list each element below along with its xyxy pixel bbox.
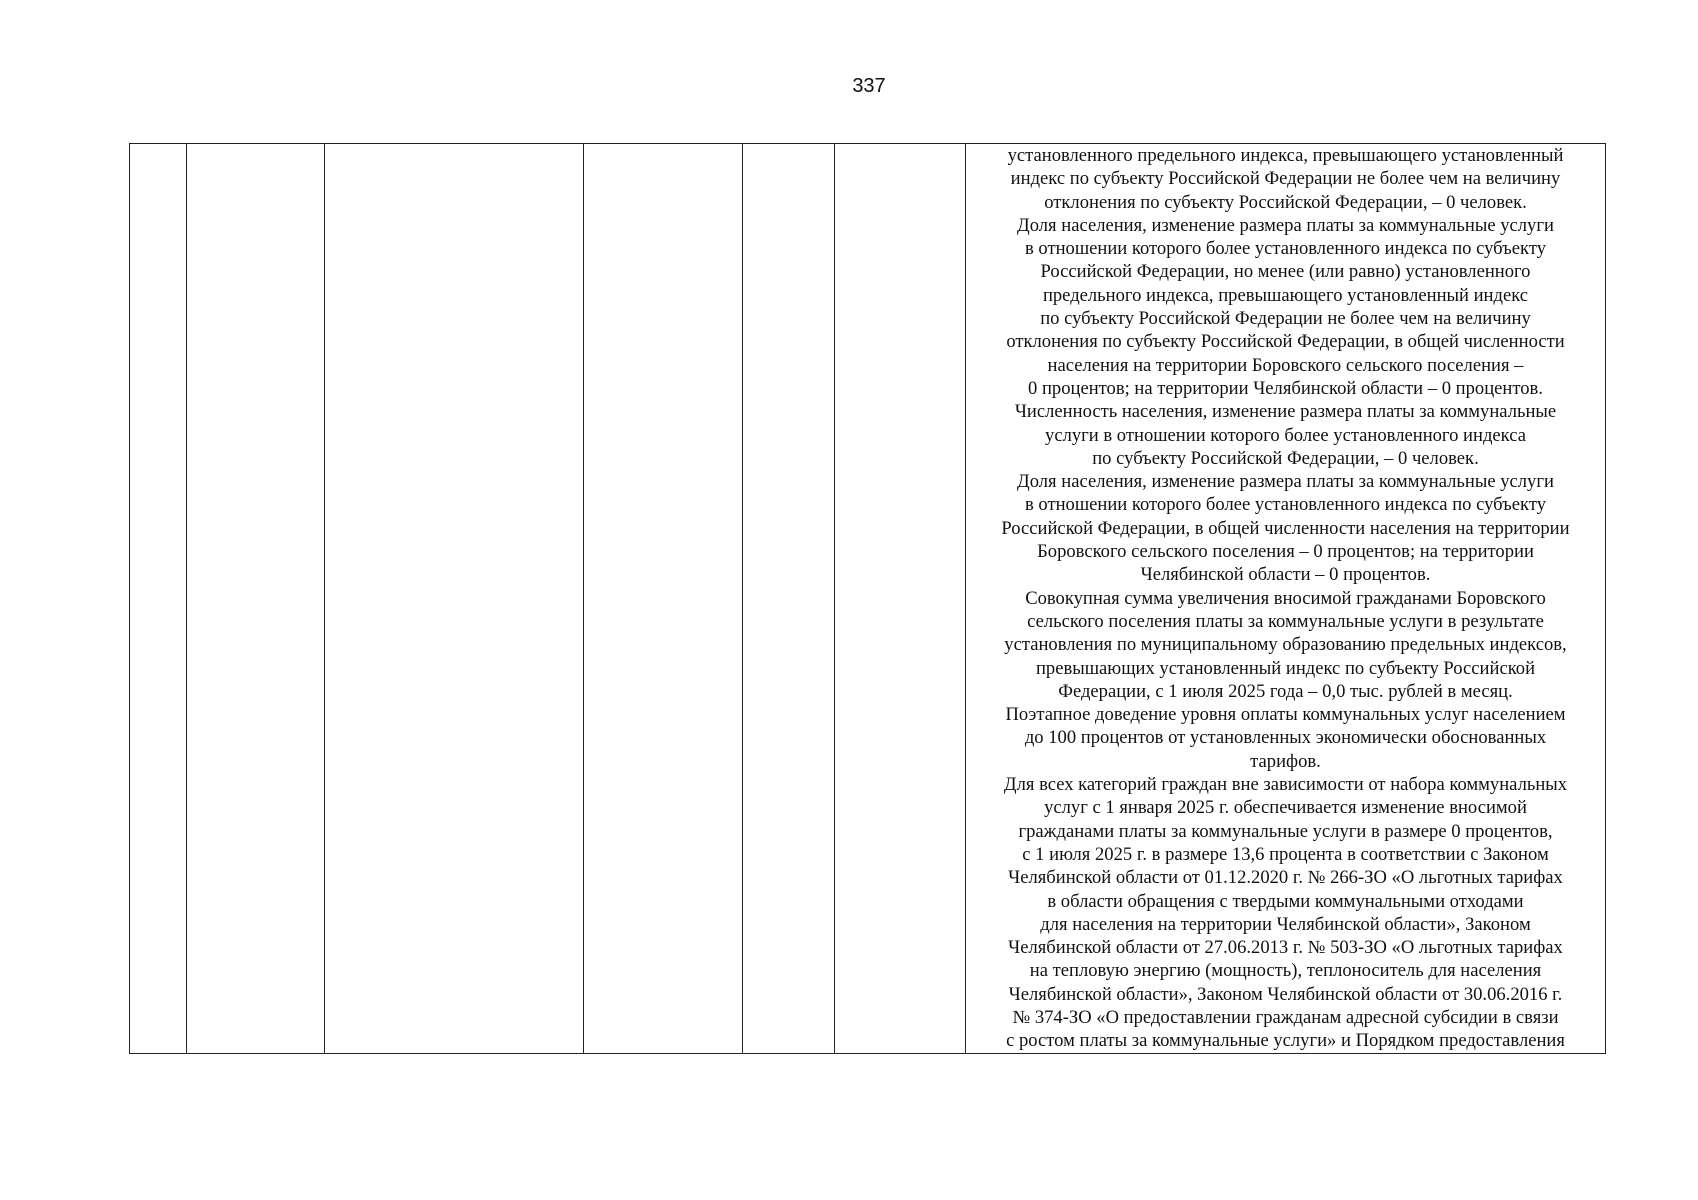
text-line: предельного индекса, превышающего установленный индекс xyxy=(1042,284,1529,306)
text-line: в области обращения с твердыми коммунальными отходами xyxy=(1047,890,1524,912)
text-line: до 100 процентов от установленных экономически обоснованных xyxy=(1024,727,1547,749)
text-line: Челябинской области от 01.12.2020 г. № 266-ЗО «О льготных тарифах xyxy=(1008,867,1563,889)
table-cell-col-3 xyxy=(325,144,584,1054)
text-line: Численность населения, изменение размера платы за коммунальные xyxy=(1014,401,1557,423)
text-line: Совокупная сумма увеличения вносимой гражданами Боровского xyxy=(1025,587,1546,609)
text-line: № 374-ЗО «О предоставлении гражданам адресной субсидии в связи xyxy=(1012,1006,1559,1028)
data-table xyxy=(129,143,1606,1054)
text-line: Доля населения, изменение размера платы за коммунальные услуги xyxy=(1017,471,1554,493)
text-line: Поэтапное доведение уровня оплаты коммунальных услуг населением xyxy=(1005,704,1566,726)
text-line: Доля населения, изменение размера платы за коммунальные услуги xyxy=(1017,214,1554,236)
table-row xyxy=(130,144,1606,1054)
text-line: тарифов. xyxy=(1250,750,1321,772)
text-line: Федерации, с 1 июля 2025 года – 0,0 тыс. рублей в месяц. xyxy=(1058,680,1513,702)
text-line: Боровского сельского поселения – 0 процентов; на территории xyxy=(1037,541,1534,563)
text-line: с 1 июля 2025 г. в размере 13,6 процента в соответствии с Законом xyxy=(1022,843,1549,865)
text-line: услуги в отношении которого более установленного индекса xyxy=(1045,424,1526,446)
table-cell-col-6 xyxy=(835,144,966,1054)
text-line: Челябинской области – 0 процентов. xyxy=(1140,564,1431,586)
text-line: по субъекту Российской Федерации не более чем на величину xyxy=(1040,308,1531,330)
text-line: Для всех категорий граждан вне зависимости от набора коммунальных xyxy=(1003,774,1568,796)
text-line: Российской Федерации, в общей численности населения на территории xyxy=(1001,517,1570,539)
text-line: гражданами платы за коммунальные услуги в размере 0 процентов, xyxy=(1018,820,1553,842)
text-line: 0 процентов; на территории Челябинской области – 0 процентов. xyxy=(1028,377,1543,399)
text-line: в отношении которого более установленного индекса по субъекту xyxy=(1024,494,1546,516)
table-cell-col-5 xyxy=(743,144,835,1054)
text-line: сельского поселения платы за коммунальные услуги в результате xyxy=(1027,610,1544,632)
text-line: индекс по субъекту Российской Федерации не более чем на величину xyxy=(1010,168,1561,190)
text-line: по субъекту Российской Федерации, – 0 человек. xyxy=(1092,447,1479,469)
table-cell-description xyxy=(966,144,1606,1054)
table-cell-col-4 xyxy=(584,144,743,1054)
text-line: установленного предельного индекса, превышающего установленный xyxy=(1007,145,1564,166)
text-line: в отношении которого более установленного индекса по субъекту xyxy=(1024,238,1546,260)
text-line: отклонения по субъекту Российской Федерации, в общей численности xyxy=(1006,331,1565,353)
text-line: на тепловую энергию (мощность), теплоноситель для населения xyxy=(1029,960,1542,982)
text-line: Челябинской области от 27.06.2013 г. № 503-ЗО «О льготных тарифах xyxy=(1008,937,1563,959)
text-line: отклонения по субъекту Российской Федерации, – 0 человек. xyxy=(1044,191,1527,213)
page-number: 337 xyxy=(852,75,886,97)
text-line: Челябинской области», Законом Челябинской области от 30.06.2016 г. xyxy=(1008,983,1563,1005)
text-line: превышающих установленный индекс по субъекту Российской xyxy=(1035,657,1536,679)
table-cell-col-2 xyxy=(187,144,325,1054)
text-line: для населения на территории Челябинской области», Законом xyxy=(1040,913,1531,935)
text-line: установления по муниципальному образованию предельных индексов, xyxy=(1004,634,1567,656)
table-cell-col-1 xyxy=(130,144,187,1054)
text-line: Российской Федерации, но менее (или равно) установленного xyxy=(1040,261,1531,283)
text-line: населения на территории Боровского сельского поселения – xyxy=(1047,354,1524,376)
text-line: с ростом платы за коммунальные услуги» и Порядком предоставления xyxy=(1006,1030,1565,1052)
text-line: услуг с 1 января 2025 г. обеспечивается изменение вносимой xyxy=(1044,797,1527,819)
